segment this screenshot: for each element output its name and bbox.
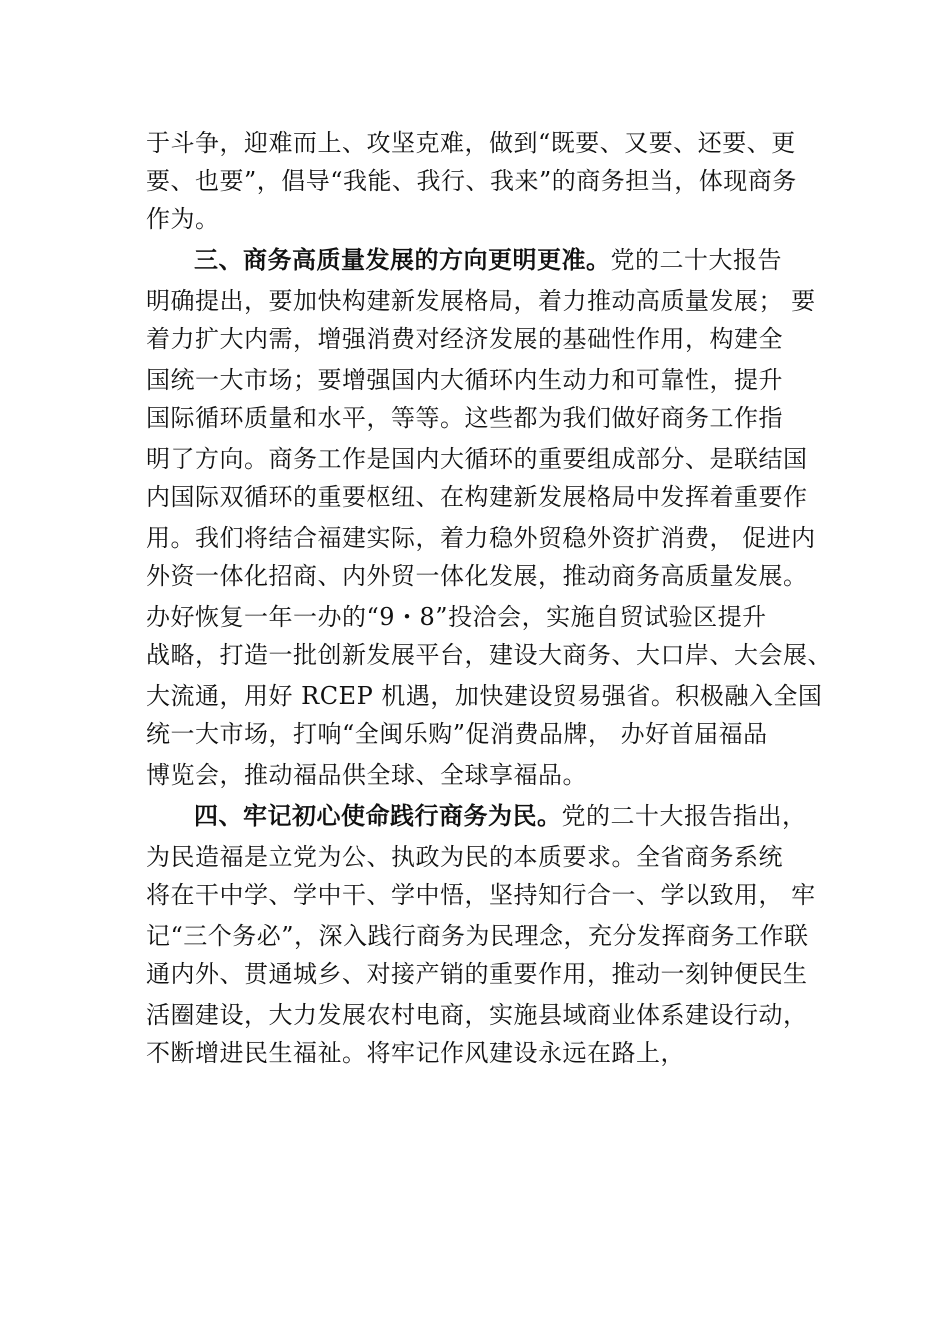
text-line: 于斗争，迎难而上、攻坚克难，做到“既要、又要、还要、更 <box>146 129 796 157</box>
text-line: 国际循环质量和水平，等等。这些都为我们做好商务工作指 <box>146 404 783 432</box>
section-4-heading: 四、牢记初心使命践行商务为民。 <box>194 802 562 830</box>
text-line: 要、也要”，倡导“我能、我行、我来”的商务担当，体现商务 <box>146 167 797 195</box>
text-line: 记“三个务必”，深入践行商务为民理念，充分发挥商务工作联 <box>146 922 809 950</box>
text-line: 办好恢复一年一办的“9・8”投洽会，实施自贸试验区提升 <box>146 603 767 631</box>
text-line: 博览会，推动福品供全球、全球享福品。 <box>146 761 587 789</box>
text-line: 将在干中学、学中干、学中悟，坚持知行合一、学以致用， 牢 <box>146 881 816 909</box>
text-line: 国统一大市场；要增强国内大循环内生动力和可靠性，提升 <box>146 366 783 394</box>
section-3-first-line <box>194 245 782 275</box>
text-line: 用。我们将结合福建实际，着力稳外贸稳外资扩消费， 促进内 <box>146 524 816 552</box>
text-line: 内国际双循环的重要枢纽、在构建新发展格局中发挥着重要作 <box>146 483 808 511</box>
text-line: 明确提出，要加快构建新发展格局，着力推动高质量发展； 要 <box>146 287 816 315</box>
text-line: 明了方向。商务工作是国内大循环的重要组成部分、是联结国 <box>146 445 808 473</box>
text-line: 通内外、贯通城乡、对接产销的重要作用，推动一刻钟便民生 <box>146 960 808 988</box>
text-line: 不断增进民生福祉。将牢记作风建设永远在路上， <box>146 1039 685 1067</box>
text-line: 活圈建设，大力发展农村电商，实施县域商业体系建设行动， <box>146 1001 808 1029</box>
text-line: 作为。 <box>146 205 220 233</box>
text-line: 外资一体化招商、内外贸一体化发展，推动商务高质量发展。 <box>146 562 808 590</box>
text-line: 着力扩大内需，增强消费对经济发展的基础性作用，构建全 <box>146 325 783 353</box>
section-3-heading: 三、商务高质量发展的方向更明更准。 <box>194 246 611 274</box>
section-4-lead: 党的二十大报告指出， <box>561 802 807 830</box>
section-3-lead: 党的二十大报告 <box>610 246 782 274</box>
text-line: 大流通，用好 RCEP 机遇，加快建设贸易强省。积极融入全国 <box>146 682 823 710</box>
text-line: 统一大市场，打响“全闽乐购”促消费品牌， 办好首届福品 <box>146 720 768 748</box>
text-line: 为民造福是立党为公、执政为民的本质要求。全省商务系统 <box>146 843 783 871</box>
text-line: 战略，打造一批创新发展平台，建设大商务、大口岸、大会展、 <box>146 641 832 669</box>
section-4-first-line <box>194 801 807 831</box>
